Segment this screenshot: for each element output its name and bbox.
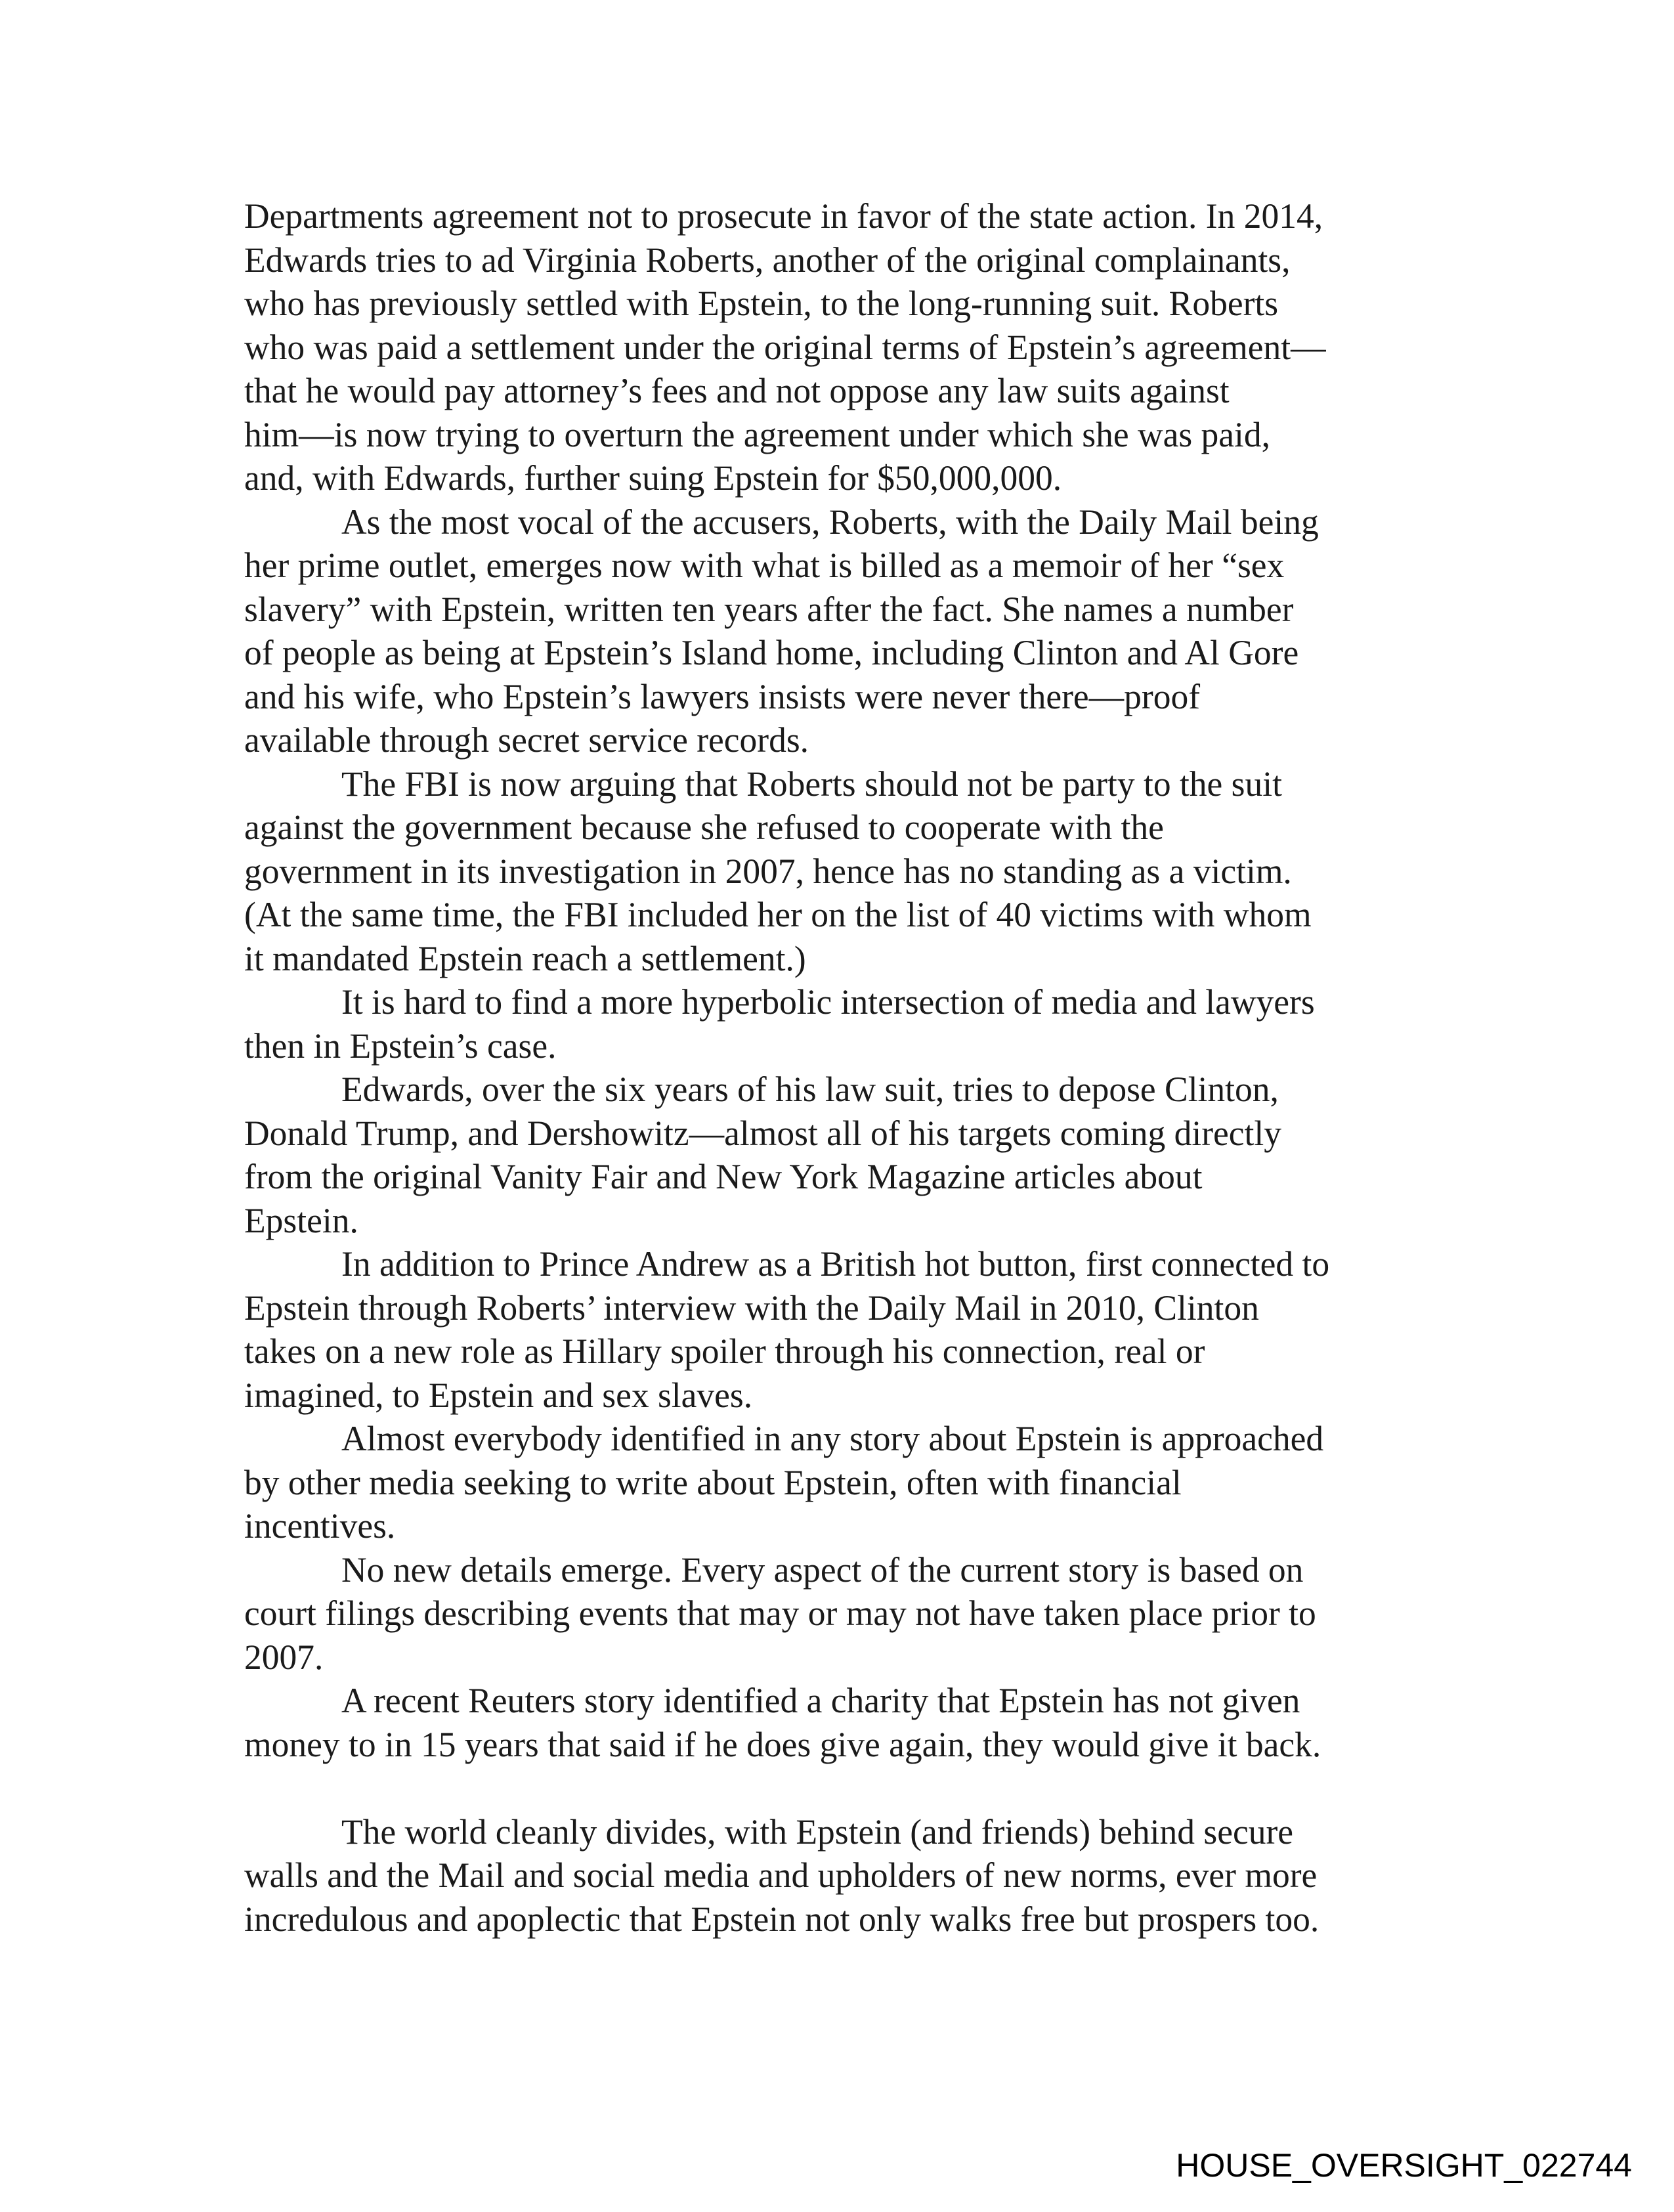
text-line: takes on a new role as Hillary spoiler through his connection, real or bbox=[244, 1332, 1205, 1371]
text-line: No new details emerge. Every aspect of the current story is based on bbox=[341, 1550, 1304, 1590]
text-line: incredulous and apoplectic that Epstein not only walks free but prospers too. bbox=[244, 1899, 1320, 1939]
text-line: Almost everybody identified in any story about Epstein is approached bbox=[341, 1419, 1324, 1458]
text-line: It is hard to find a more hyperbolic intersection of media and lawyers bbox=[341, 982, 1315, 1022]
text-line: her prime outlet, emerges now with what is billed as a memoir of her “sex bbox=[244, 546, 1285, 585]
text-line: The FBI is now arguing that Roberts should not be party to the suit bbox=[341, 764, 1282, 804]
text-line: court filings describing events that may or may not have taken place prior to bbox=[244, 1594, 1316, 1633]
text-line: (At the same time, the FBI included her on the list of 40 victims with whom bbox=[244, 895, 1312, 934]
text-line: and, with Edwards, further suing Epstein for $50,000,000. bbox=[244, 458, 1062, 498]
text-line: who has previously settled with Epstein, to the long-running suit. Roberts bbox=[244, 284, 1279, 323]
text-line: then in Epstein’s case. bbox=[244, 1026, 557, 1066]
text-line: imagined, to Epstein and sex slaves. bbox=[244, 1375, 753, 1415]
paragraph-p4 bbox=[244, 980, 1446, 1068]
text-line: Edwards, over the six years of his law suit, tries to depose Clinton, bbox=[341, 1070, 1279, 1109]
text-line: Epstein through Roberts’ interview with the Daily Mail in 2010, Clinton bbox=[244, 1288, 1259, 1328]
text-line: of people as being at Epstein’s Island home, including Clinton and Al Gore bbox=[244, 633, 1299, 672]
text-line: walls and the Mail and social media and upholders of new norms, ever more bbox=[244, 1855, 1318, 1895]
text-line: slavery” with Epstein, written ten years after the fact. She names a number bbox=[244, 589, 1294, 629]
text-line: Departments agreement not to prosecute in favor of the state action. In 2014, bbox=[244, 196, 1323, 236]
paragraph-p8 bbox=[244, 1548, 1446, 1680]
bates-number: HOUSE_OVERSIGHT_022744 bbox=[1176, 2147, 1632, 2184]
text-line: available through secret service records. bbox=[244, 720, 809, 760]
paragraph-gap bbox=[244, 1766, 1446, 1810]
text-line: that he would pay attorney’s fees and not oppose any law suits against bbox=[244, 371, 1230, 410]
text-line: Donald Trump, and Dershowitz—almost all of his targets coming directly bbox=[244, 1113, 1282, 1153]
text-line: Edwards tries to ad Virginia Roberts, another of the original complainants, bbox=[244, 240, 1291, 280]
text-line: As the most vocal of the accusers, Roberts, with the Daily Mail being bbox=[341, 502, 1319, 542]
paragraph-p2 bbox=[244, 500, 1446, 762]
paragraph-p3 bbox=[244, 762, 1446, 981]
paragraph-p1 bbox=[244, 194, 1446, 500]
text-line: 2007. bbox=[244, 1637, 324, 1677]
text-line: it mandated Epstein reach a settlement.) bbox=[244, 938, 806, 978]
paragraph-p6 bbox=[244, 1242, 1446, 1417]
paragraph-p5 bbox=[244, 1068, 1446, 1242]
text-line: and his wife, who Epstein’s lawyers insists were never there—proof bbox=[244, 676, 1201, 716]
text-line: against the government because she refused to cooperate with the bbox=[244, 808, 1164, 847]
text-line: Epstein. bbox=[244, 1200, 358, 1240]
text-line: money to in 15 years that said if he does give again, they would give it back. bbox=[244, 1724, 1321, 1764]
text-line: by other media seeking to write about Epstein, often with financial bbox=[244, 1462, 1182, 1502]
text-line: him—is now trying to overturn the agreement under which she was paid, bbox=[244, 414, 1271, 454]
text-line: who was paid a settlement under the original terms of Epstein’s agreement— bbox=[244, 327, 1326, 367]
body-text bbox=[244, 194, 1446, 1941]
text-line: The world cleanly divides, with Epstein (and friends) behind secure bbox=[341, 1811, 1294, 1852]
paragraph-p7 bbox=[244, 1417, 1446, 1548]
paragraph-p10 bbox=[244, 1810, 1446, 1941]
text-line: incentives. bbox=[244, 1506, 396, 1546]
text-line: A recent Reuters story identified a charity that Epstein has not given bbox=[341, 1681, 1300, 1720]
text-line: In addition to Prince Andrew as a British hot button, first connected to bbox=[341, 1244, 1330, 1284]
text-line: from the original Vanity Fair and New York Magazine articles about bbox=[244, 1157, 1203, 1196]
paragraph-p9 bbox=[244, 1679, 1446, 1766]
text-line: government in its investigation in 2007, hence has no standing as a victim. bbox=[244, 851, 1292, 891]
